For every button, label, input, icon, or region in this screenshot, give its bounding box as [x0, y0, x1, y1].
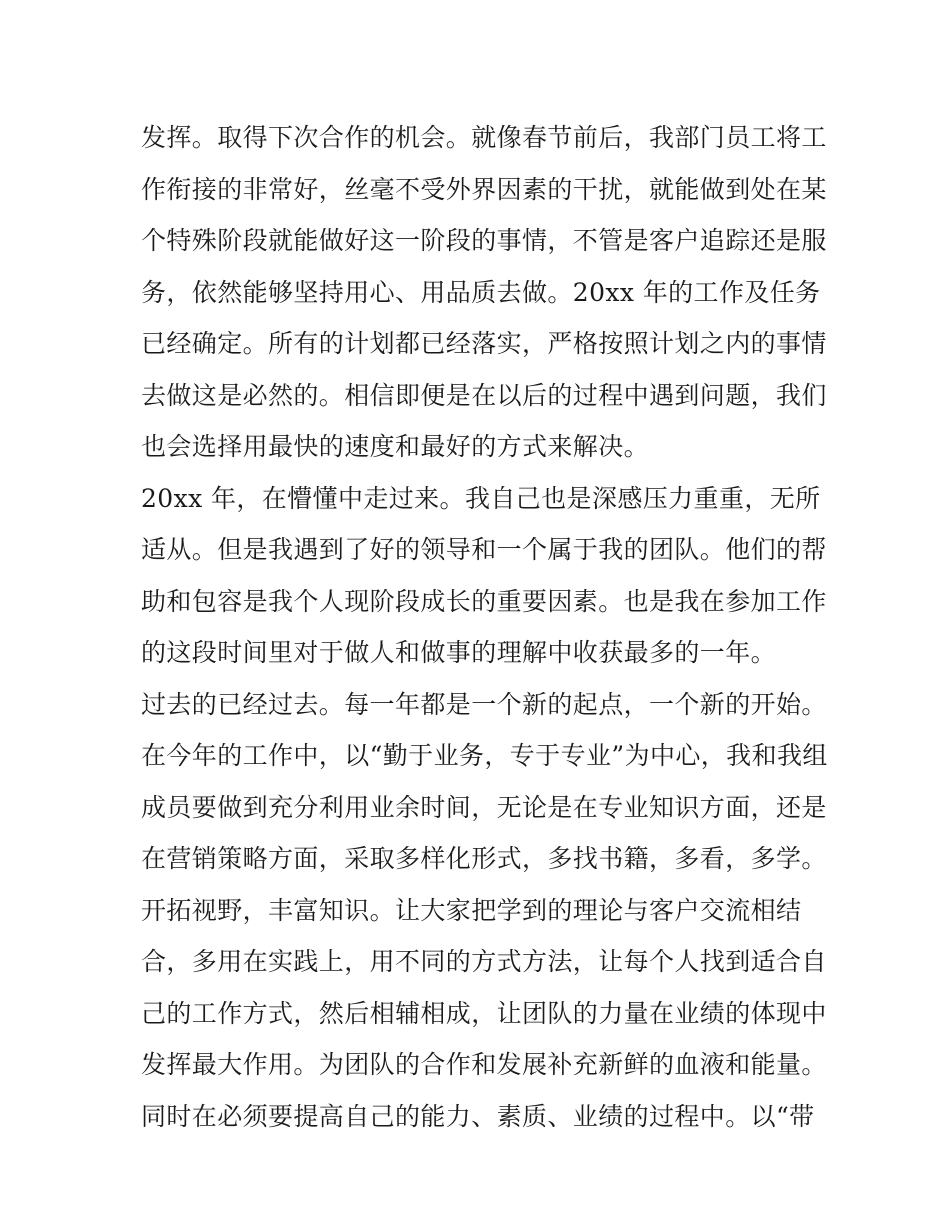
text-line: 合，多用在实践上，用不同的方式方法，让每个人找到适合自: [141, 947, 827, 976]
text-line: 去做这是必然的。相信即便是在以后的过程中遇到问题，我们: [141, 380, 827, 410]
text-line: 也会选择用最快的速度和最好的方式来解决。: [141, 432, 650, 461]
text-line: 发挥最大作用。为团队的合作和发展补充新鲜的血液和能量。: [141, 1050, 827, 1079]
text-line: 在今年的工作中，以“勤于业务，专于专业”为中心，我和我组: [141, 741, 828, 770]
text-line: 已经确定。所有的计划都已经落实，严格按照计划之内的事情: [141, 329, 827, 358]
text-line: 过去的已经过去。每一年都是一个新的起点，一个新的开始。: [141, 689, 827, 719]
text-line: 作衔接的非常好，丝毫不受外界因素的干扰，就能做到处在某: [141, 174, 827, 204]
text-line: 己的工作方式，然后相辅相成，让团队的力量在业绩的体现中: [141, 998, 827, 1028]
document-body: [141, 112, 828, 1142]
text-line: 适从。但是我遇到了好的领导和一个属于我的团队。他们的帮: [141, 535, 827, 564]
text-line: 同时在必须要提高自己的能力、素质、业绩的过程中。以“带: [141, 1101, 815, 1131]
text-line: 的这段时间里对于做人和做事的理解中收获最多的一年。: [141, 638, 777, 667]
text-line: 成员要做到充分利用业余时间，无论是在专业知识方面，还是: [141, 792, 827, 822]
text-line: 开拓视野，丰富知识。让大家把学到的理论与客户交流相结: [141, 895, 802, 925]
text-line: 个特殊阶段就能做好这一阶段的事情，不管是客户追踪还是服: [141, 226, 827, 255]
text-line: 发挥。取得下次合作的机会。就像春节前后，我部门员工将工: [141, 123, 827, 152]
text-line: 务，依然能够坚持用心、用品质去做。20xx 年的工作及任务: [141, 277, 821, 307]
text-line: 助和包容是我个人现阶段成长的重要因素。也是我在参加工作: [141, 586, 827, 616]
text-line: 20xx 年，在懵懂中走过来。我自己也是深感压力重重，无所: [141, 483, 821, 513]
text-line: 在营销策略方面，采取多样化形式，多找书籍，多看，多学。: [141, 844, 827, 873]
